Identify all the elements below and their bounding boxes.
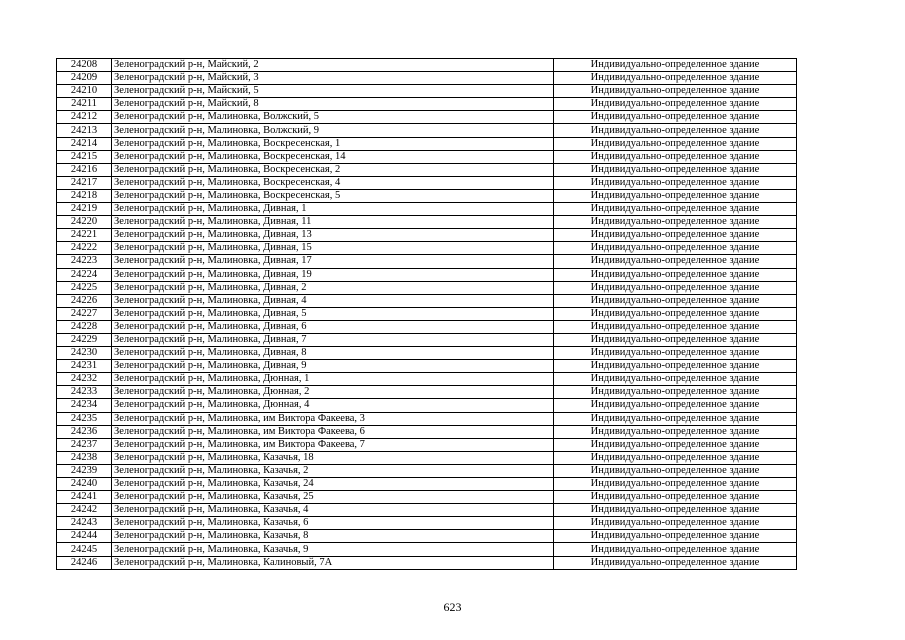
row-number: 24232 [57,373,112,386]
row-number: 24229 [57,333,112,346]
row-number: 24213 [57,124,112,137]
row-number: 24238 [57,451,112,464]
table-row [57,399,797,412]
table-row [57,124,797,137]
row-building-type: Индивидуально-определенное здание [554,386,797,399]
row-number: 24224 [57,268,112,281]
table-row [57,163,797,176]
row-address: Зеленоградский р-н, Малиновка, Дивная, 17 [112,255,554,268]
row-building-type: Индивидуально-определенное здание [554,85,797,98]
row-building-type: Индивидуально-определенное здание [554,255,797,268]
row-number: 24234 [57,399,112,412]
table-row [57,478,797,491]
table-row [57,438,797,451]
table-row [57,491,797,504]
row-number: 24245 [57,543,112,556]
table-row [57,189,797,202]
table-row [57,386,797,399]
row-building-type: Индивидуально-определенное здание [554,438,797,451]
row-number: 24214 [57,137,112,150]
row-building-type: Индивидуально-определенное здание [554,124,797,137]
row-building-type: Индивидуально-определенное здание [554,281,797,294]
row-building-type: Индивидуально-определенное здание [554,478,797,491]
row-number: 24230 [57,347,112,360]
table-row [57,150,797,163]
row-address: Зеленоградский р-н, Малиновка, Дивная, 7 [112,333,554,346]
row-address: Зеленоградский р-н, Малиновка, Дивная, 6 [112,320,554,333]
row-number: 24221 [57,229,112,242]
row-address: Зеленоградский р-н, Малиновка, Воскресенская, 14 [112,150,554,163]
row-address: Зеленоградский р-н, Малиновка, Казачья, 25 [112,491,554,504]
row-building-type: Индивидуально-определенное здание [554,333,797,346]
row-number: 24223 [57,255,112,268]
row-address: Зеленоградский р-н, Малиновка, Дюнная, 1 [112,373,554,386]
row-address: Зеленоградский р-н, Малиновка, Волжский, 5 [112,111,554,124]
table-row [57,111,797,124]
row-address: Зеленоградский р-н, Малиновка, Дивная, 13 [112,229,554,242]
row-building-type: Индивидуально-определенное здание [554,425,797,438]
row-building-type: Индивидуально-определенное здание [554,451,797,464]
table-row [57,176,797,189]
row-building-type: Индивидуально-определенное здание [554,242,797,255]
row-address: Зеленоградский р-н, Малиновка, Волжский, 9 [112,124,554,137]
page-number: 623 [443,600,462,614]
row-building-type: Индивидуально-определенное здание [554,189,797,202]
table-row [57,517,797,530]
row-number: 24242 [57,504,112,517]
row-address: Зеленоградский р-н, Малиновка, Казачья, 4 [112,504,554,517]
row-building-type: Индивидуально-определенное здание [554,150,797,163]
row-building-type: Индивидуально-определенное здание [554,504,797,517]
row-number: 24227 [57,307,112,320]
table-row [57,216,797,229]
row-address: Зеленоградский р-н, Малиновка, Воскресенская, 5 [112,189,554,202]
row-number: 24237 [57,438,112,451]
table-row [57,347,797,360]
row-address: Зеленоградский р-н, Майский, 8 [112,98,554,111]
row-building-type: Индивидуально-определенное здание [554,229,797,242]
row-number: 24210 [57,85,112,98]
row-number: 24217 [57,176,112,189]
table-row [57,425,797,438]
table-row [57,307,797,320]
row-address: Зеленоградский р-н, Малиновка, Казачья, 9 [112,543,554,556]
table-row [57,281,797,294]
row-number: 24236 [57,425,112,438]
row-number: 24239 [57,464,112,477]
row-building-type: Индивидуально-определенное здание [554,137,797,150]
table-row [57,333,797,346]
address-table [56,58,797,570]
row-address: Зеленоградский р-н, Малиновка, Дивная, 4 [112,294,554,307]
table-row [57,294,797,307]
table-row [57,72,797,85]
row-number: 24209 [57,72,112,85]
row-building-type: Индивидуально-определенное здание [554,491,797,504]
row-building-type: Индивидуально-определенное здание [554,543,797,556]
row-building-type: Индивидуально-определенное здание [554,530,797,543]
table-row [57,451,797,464]
row-number: 24226 [57,294,112,307]
row-number: 24233 [57,386,112,399]
row-address: Зеленоградский р-н, Малиновка, им Виктора Факеева, 6 [112,425,554,438]
table-row [57,137,797,150]
row-address: Зеленоградский р-н, Малиновка, Дивная, 19 [112,268,554,281]
row-number: 24244 [57,530,112,543]
row-number: 24212 [57,111,112,124]
row-number: 24241 [57,491,112,504]
table-row [57,59,797,72]
row-building-type: Индивидуально-определенное здание [554,294,797,307]
row-address: Зеленоградский р-н, Малиновка, Воскресенская, 4 [112,176,554,189]
row-number: 24231 [57,360,112,373]
row-building-type: Индивидуально-определенное здание [554,464,797,477]
table-row [57,229,797,242]
row-building-type: Индивидуально-определенное здание [554,176,797,189]
row-number: 24220 [57,216,112,229]
table-row [57,543,797,556]
row-building-type: Индивидуально-определенное здание [554,72,797,85]
table-row [57,85,797,98]
row-number: 24219 [57,203,112,216]
row-address: Зеленоградский р-н, Малиновка, Дюнная, 2 [112,386,554,399]
row-building-type: Индивидуально-определенное здание [554,307,797,320]
row-number: 24228 [57,320,112,333]
row-number: 24218 [57,189,112,202]
row-number: 24246 [57,556,112,569]
row-building-type: Индивидуально-определенное здание [554,216,797,229]
row-address: Зеленоградский р-н, Малиновка, Воскресенская, 2 [112,163,554,176]
row-building-type: Индивидуально-определенное здание [554,373,797,386]
row-address: Зеленоградский р-н, Малиновка, Калиновый, 7А [112,556,554,569]
table-row [57,556,797,569]
row-number: 24235 [57,412,112,425]
table-row [57,320,797,333]
row-number: 24243 [57,517,112,530]
row-number: 24216 [57,163,112,176]
table-row [57,464,797,477]
row-building-type: Индивидуально-определенное здание [554,360,797,373]
row-building-type: Индивидуально-определенное здание [554,399,797,412]
row-address: Зеленоградский р-н, Малиновка, Дивная, 15 [112,242,554,255]
row-number: 24240 [57,478,112,491]
row-building-type: Индивидуально-определенное здание [554,412,797,425]
row-address: Зеленоградский р-н, Малиновка, Казачья, 8 [112,530,554,543]
row-address: Зеленоградский р-н, Майский, 3 [112,72,554,85]
row-address: Зеленоградский р-н, Малиновка, Казачья, 2 [112,464,554,477]
table-row [57,360,797,373]
row-number: 24208 [57,59,112,72]
row-address: Зеленоградский р-н, Майский, 2 [112,59,554,72]
row-address: Зеленоградский р-н, Малиновка, Дивная, 1 [112,203,554,216]
table-row [57,98,797,111]
row-address: Зеленоградский р-н, Малиновка, Дивная, 5 [112,307,554,320]
row-building-type: Индивидуально-определенное здание [554,111,797,124]
row-number: 24225 [57,281,112,294]
row-address: Зеленоградский р-н, Малиновка, Дивная, 9 [112,360,554,373]
row-building-type: Индивидуально-определенное здание [554,268,797,281]
row-building-type: Индивидуально-определенное здание [554,98,797,111]
row-address: Зеленоградский р-н, Малиновка, Казачья, 24 [112,478,554,491]
row-building-type: Индивидуально-определенное здание [554,203,797,216]
table-row [57,412,797,425]
table-row [57,373,797,386]
row-address: Зеленоградский р-н, Малиновка, Дивная, 11 [112,216,554,229]
row-address: Зеленоградский р-н, Малиновка, Воскресенская, 1 [112,137,554,150]
row-number: 24211 [57,98,112,111]
table-row [57,530,797,543]
table-row [57,268,797,281]
row-building-type: Индивидуально-определенное здание [554,347,797,360]
row-building-type: Индивидуально-определенное здание [554,59,797,72]
row-number: 24215 [57,150,112,163]
row-address: Зеленоградский р-н, Малиновка, Казачья, 6 [112,517,554,530]
row-building-type: Индивидуально-определенное здание [554,556,797,569]
row-address: Зеленоградский р-н, Малиновка, Дивная, 8 [112,347,554,360]
row-address: Зеленоградский р-н, Майский, 5 [112,85,554,98]
row-address: Зеленоградский р-н, Малиновка, Казачья, 18 [112,451,554,464]
row-building-type: Индивидуально-определенное здание [554,517,797,530]
row-building-type: Индивидуально-определенное здание [554,163,797,176]
table-row [57,504,797,517]
table-row [57,242,797,255]
address-table-body [57,59,797,570]
row-address: Зеленоградский р-н, Малиновка, им Виктора Факеева, 3 [112,412,554,425]
row-building-type: Индивидуально-определенное здание [554,320,797,333]
row-address: Зеленоградский р-н, Малиновка, Дивная, 2 [112,281,554,294]
table-row [57,255,797,268]
row-number: 24222 [57,242,112,255]
row-address: Зеленоградский р-н, Малиновка, им Виктора Факеева, 7 [112,438,554,451]
table-row [57,203,797,216]
row-address: Зеленоградский р-н, Малиновка, Дюнная, 4 [112,399,554,412]
